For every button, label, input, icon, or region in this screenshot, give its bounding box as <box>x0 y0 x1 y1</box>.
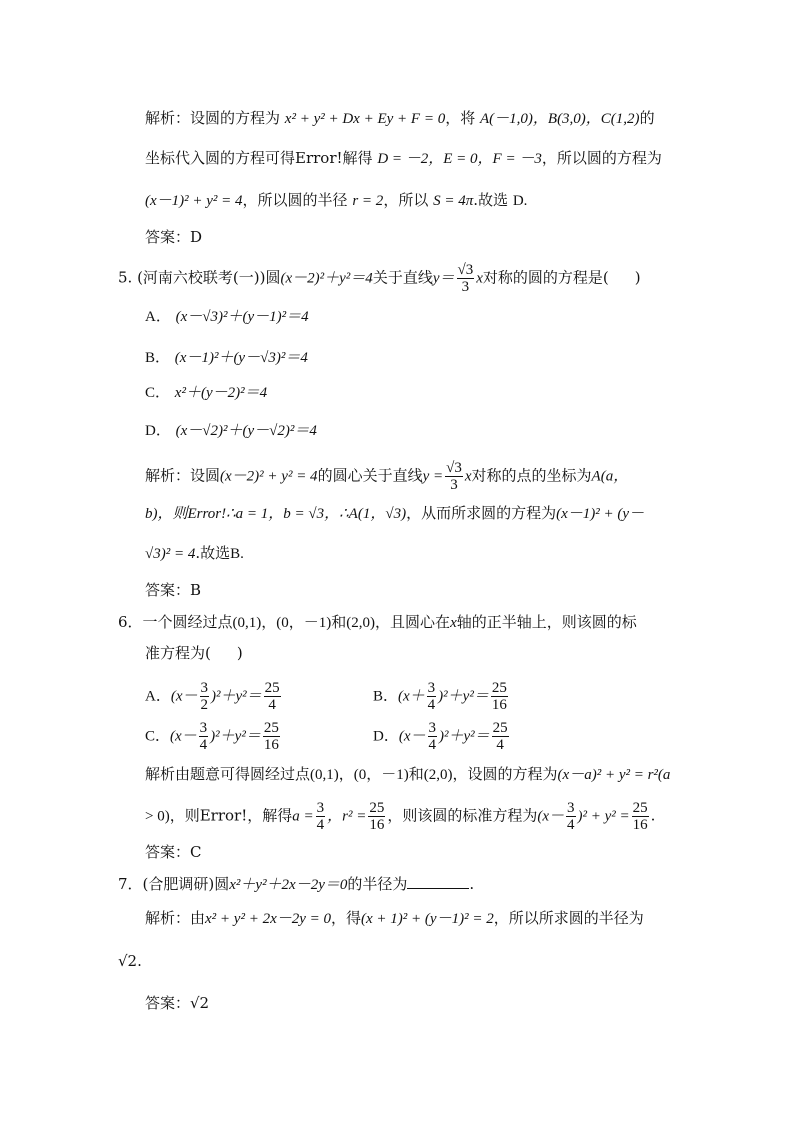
math: x <box>450 615 457 631</box>
option-text: x²＋(y－2)²＝4 <box>174 385 268 401</box>
text: 6．一个圆经过点 <box>118 613 233 631</box>
text: ，所以所求圆的半径为 <box>493 909 644 927</box>
math: x² + y² + Dx + Ey + F = 0 <box>284 111 446 127</box>
q6-option-c <box>145 720 282 753</box>
q6-solution-line-1 <box>145 764 670 785</box>
option-label: A． <box>145 309 171 325</box>
fraction: $\frac{3}{4}$ <box>428 720 436 753</box>
answer-5: 答案：B <box>145 581 202 599</box>
text: 准方程为( <box>145 644 211 662</box>
fraction: $\frac{√3}{3}$ <box>457 262 474 295</box>
fraction: $\frac{25}{4}$ <box>264 680 280 713</box>
text: 的半径为 <box>347 875 408 893</box>
math: (x－ <box>398 728 426 745</box>
q5-option-d <box>145 420 317 441</box>
text: ，所以圆的半径 <box>242 191 348 209</box>
math: A(a， <box>591 468 629 485</box>
math: (x－2)²＋y²＝4 <box>280 270 373 287</box>
math: )²＋y²＝ <box>439 728 490 745</box>
option-text: (x－√3)²＋(y－1)²＝4 <box>175 309 309 325</box>
solution-line-1 <box>145 108 655 129</box>
math: )²＋y²＝ <box>438 688 489 705</box>
text: ，设圆的方程为 <box>452 765 558 783</box>
text: B. <box>230 546 244 562</box>
fraction: $\frac{3}{4}$ <box>427 680 436 713</box>
text: 坐标代入圆的方程可得Error!解得 <box>145 149 373 167</box>
fraction: $\frac{3}{4}$ <box>316 800 325 833</box>
text: 的 <box>639 109 655 127</box>
option-text: (x－1)²＋(y－√3)²＝4 <box>174 350 308 366</box>
math: x <box>476 270 483 287</box>
answer-blank <box>407 874 469 889</box>
solution-line-2 <box>145 148 662 169</box>
math: (x－1)² + y² = 4 <box>145 193 243 209</box>
q7-stem <box>118 874 474 895</box>
math: ，r² = <box>327 808 367 825</box>
q5-solution-line-1 <box>145 460 628 493</box>
math: a = <box>292 808 314 825</box>
math: x²＋y²＋2x－2y＝0 <box>229 877 348 893</box>
q5-option-c <box>145 382 267 403</box>
math: (x－1)² + (y－ <box>556 506 644 522</box>
q7-solution-line-2: √2. <box>118 952 142 970</box>
math: )²＋y²＝ <box>210 728 261 745</box>
q6-stem-line-2 <box>145 643 243 663</box>
math: (x－a)² + y² = r²(a <box>557 767 671 783</box>
q5-solution-line-3 <box>145 543 244 564</box>
text: ) <box>236 644 243 662</box>
text: ，则Error!，解得 <box>169 806 293 825</box>
fraction: $\frac{25}{16}$ <box>369 800 385 833</box>
math: )²＋y²＝ <box>211 688 262 705</box>
option-label: D． <box>145 423 171 439</box>
text: 7．(合肥调研)圆 <box>118 875 230 893</box>
option-label: C． <box>145 385 171 401</box>
q6-option-a <box>145 680 283 713</box>
fraction: $\frac{25}{16}$ <box>263 720 279 753</box>
text: D. <box>512 193 528 209</box>
option-text: (x－√2)²＋(y－√2)²＝4 <box>175 423 317 439</box>
fraction: $\frac{25}{4}$ <box>492 720 508 753</box>
text: 的圆心关于直线 <box>317 466 423 485</box>
q5-option-b <box>145 347 308 368</box>
fraction: $\frac{√3}{3}$ <box>446 460 462 493</box>
math: (x＋ <box>398 688 425 705</box>
answer-7: 答案：√2 <box>145 994 210 1012</box>
option-label: D． <box>373 728 399 745</box>
math: (2,0) <box>346 615 376 631</box>
text: 解析：设圆 <box>145 466 221 485</box>
text: ，所以 <box>383 191 429 209</box>
q5-solution-line-2 <box>145 503 644 524</box>
text: . <box>469 875 475 893</box>
answer-6: 答案：C <box>145 843 202 861</box>
math: x² + y² + 2x－2y = 0 <box>205 911 332 927</box>
fraction: $\frac{3}{4}$ <box>567 800 575 833</box>
text: 5. (河南六校联考(一))圆 <box>118 268 281 287</box>
math: (x + 1)² + (y－1)² = 2 <box>361 911 494 927</box>
math: (x－2)² + y² = 4 <box>220 468 318 485</box>
option-label: B． <box>373 688 399 705</box>
math: b)，则Error!∴a = 1，b = √3，∴A(1，√3) <box>145 506 407 522</box>
math: (x－ <box>170 728 197 745</box>
answer-1: 答案：D <box>145 228 203 246</box>
text: 对称的圆的方程是( <box>482 268 609 287</box>
math: r = 2 <box>352 193 384 209</box>
text: ，且圆心在 <box>375 613 451 631</box>
math: y＝ <box>432 270 455 287</box>
fraction: $\frac{3}{4}$ <box>199 720 208 753</box>
text: ) <box>634 268 641 287</box>
q6-stem-line-1 <box>118 612 637 633</box>
math: A(－1,0)，B(3,0)，C(1,2) <box>480 111 640 127</box>
option-label: A． <box>145 688 171 705</box>
math: S = 4π <box>433 193 474 209</box>
q5-option-a <box>145 306 309 327</box>
math: D = －2，E = 0，F = －3 <box>377 151 542 167</box>
solution-line-3 <box>145 190 527 211</box>
text: 解析 <box>145 765 176 783</box>
text: ，将 <box>445 109 476 127</box>
text: ，则该圆的标准方程为 <box>387 806 538 825</box>
math: (x－ <box>170 688 198 705</box>
text: 解析：由 <box>145 909 206 927</box>
math: (0,1)，(0，－1) <box>310 767 409 783</box>
math: (0,1)，(0，－1) <box>232 615 332 631</box>
fraction: $\frac{3}{2}$ <box>200 680 208 713</box>
math: )² + y² = <box>577 808 630 825</box>
text: . <box>650 806 656 825</box>
text: ，所以圆的方程为 <box>541 149 662 167</box>
option-label: B． <box>145 350 171 366</box>
fraction: $\frac{25}{16}$ <box>632 800 648 833</box>
text: 轴的正半轴上，则该圆的标 <box>456 613 637 631</box>
text: 解析：设圆的方程为 <box>145 109 281 127</box>
q6-option-d <box>373 720 511 753</box>
q6-solution-line-2 <box>145 800 655 833</box>
text: 关于直线 <box>372 268 433 287</box>
text: ，得 <box>331 909 362 927</box>
math: √3)² = 4 <box>145 546 196 562</box>
q5-stem <box>118 262 641 295</box>
math: > 0) <box>145 808 170 825</box>
text: 由题意可得圆经过点 <box>175 765 311 783</box>
text: ，从而所求圆的方程为 <box>406 504 557 522</box>
text: 和 <box>408 765 424 783</box>
math: x <box>464 468 472 485</box>
text: .故选 <box>195 544 231 562</box>
text: 和 <box>331 613 347 631</box>
q6-option-b <box>373 680 510 713</box>
option-label: C． <box>145 728 171 745</box>
q7-solution-line-1 <box>145 908 644 929</box>
math: (2,0) <box>423 767 453 783</box>
fraction: $\frac{25}{16}$ <box>491 680 507 713</box>
text: 对称的点的坐标为 <box>471 466 592 485</box>
math: y = <box>422 468 444 485</box>
math: (x－ <box>537 808 565 825</box>
text: .故选 <box>473 191 509 209</box>
